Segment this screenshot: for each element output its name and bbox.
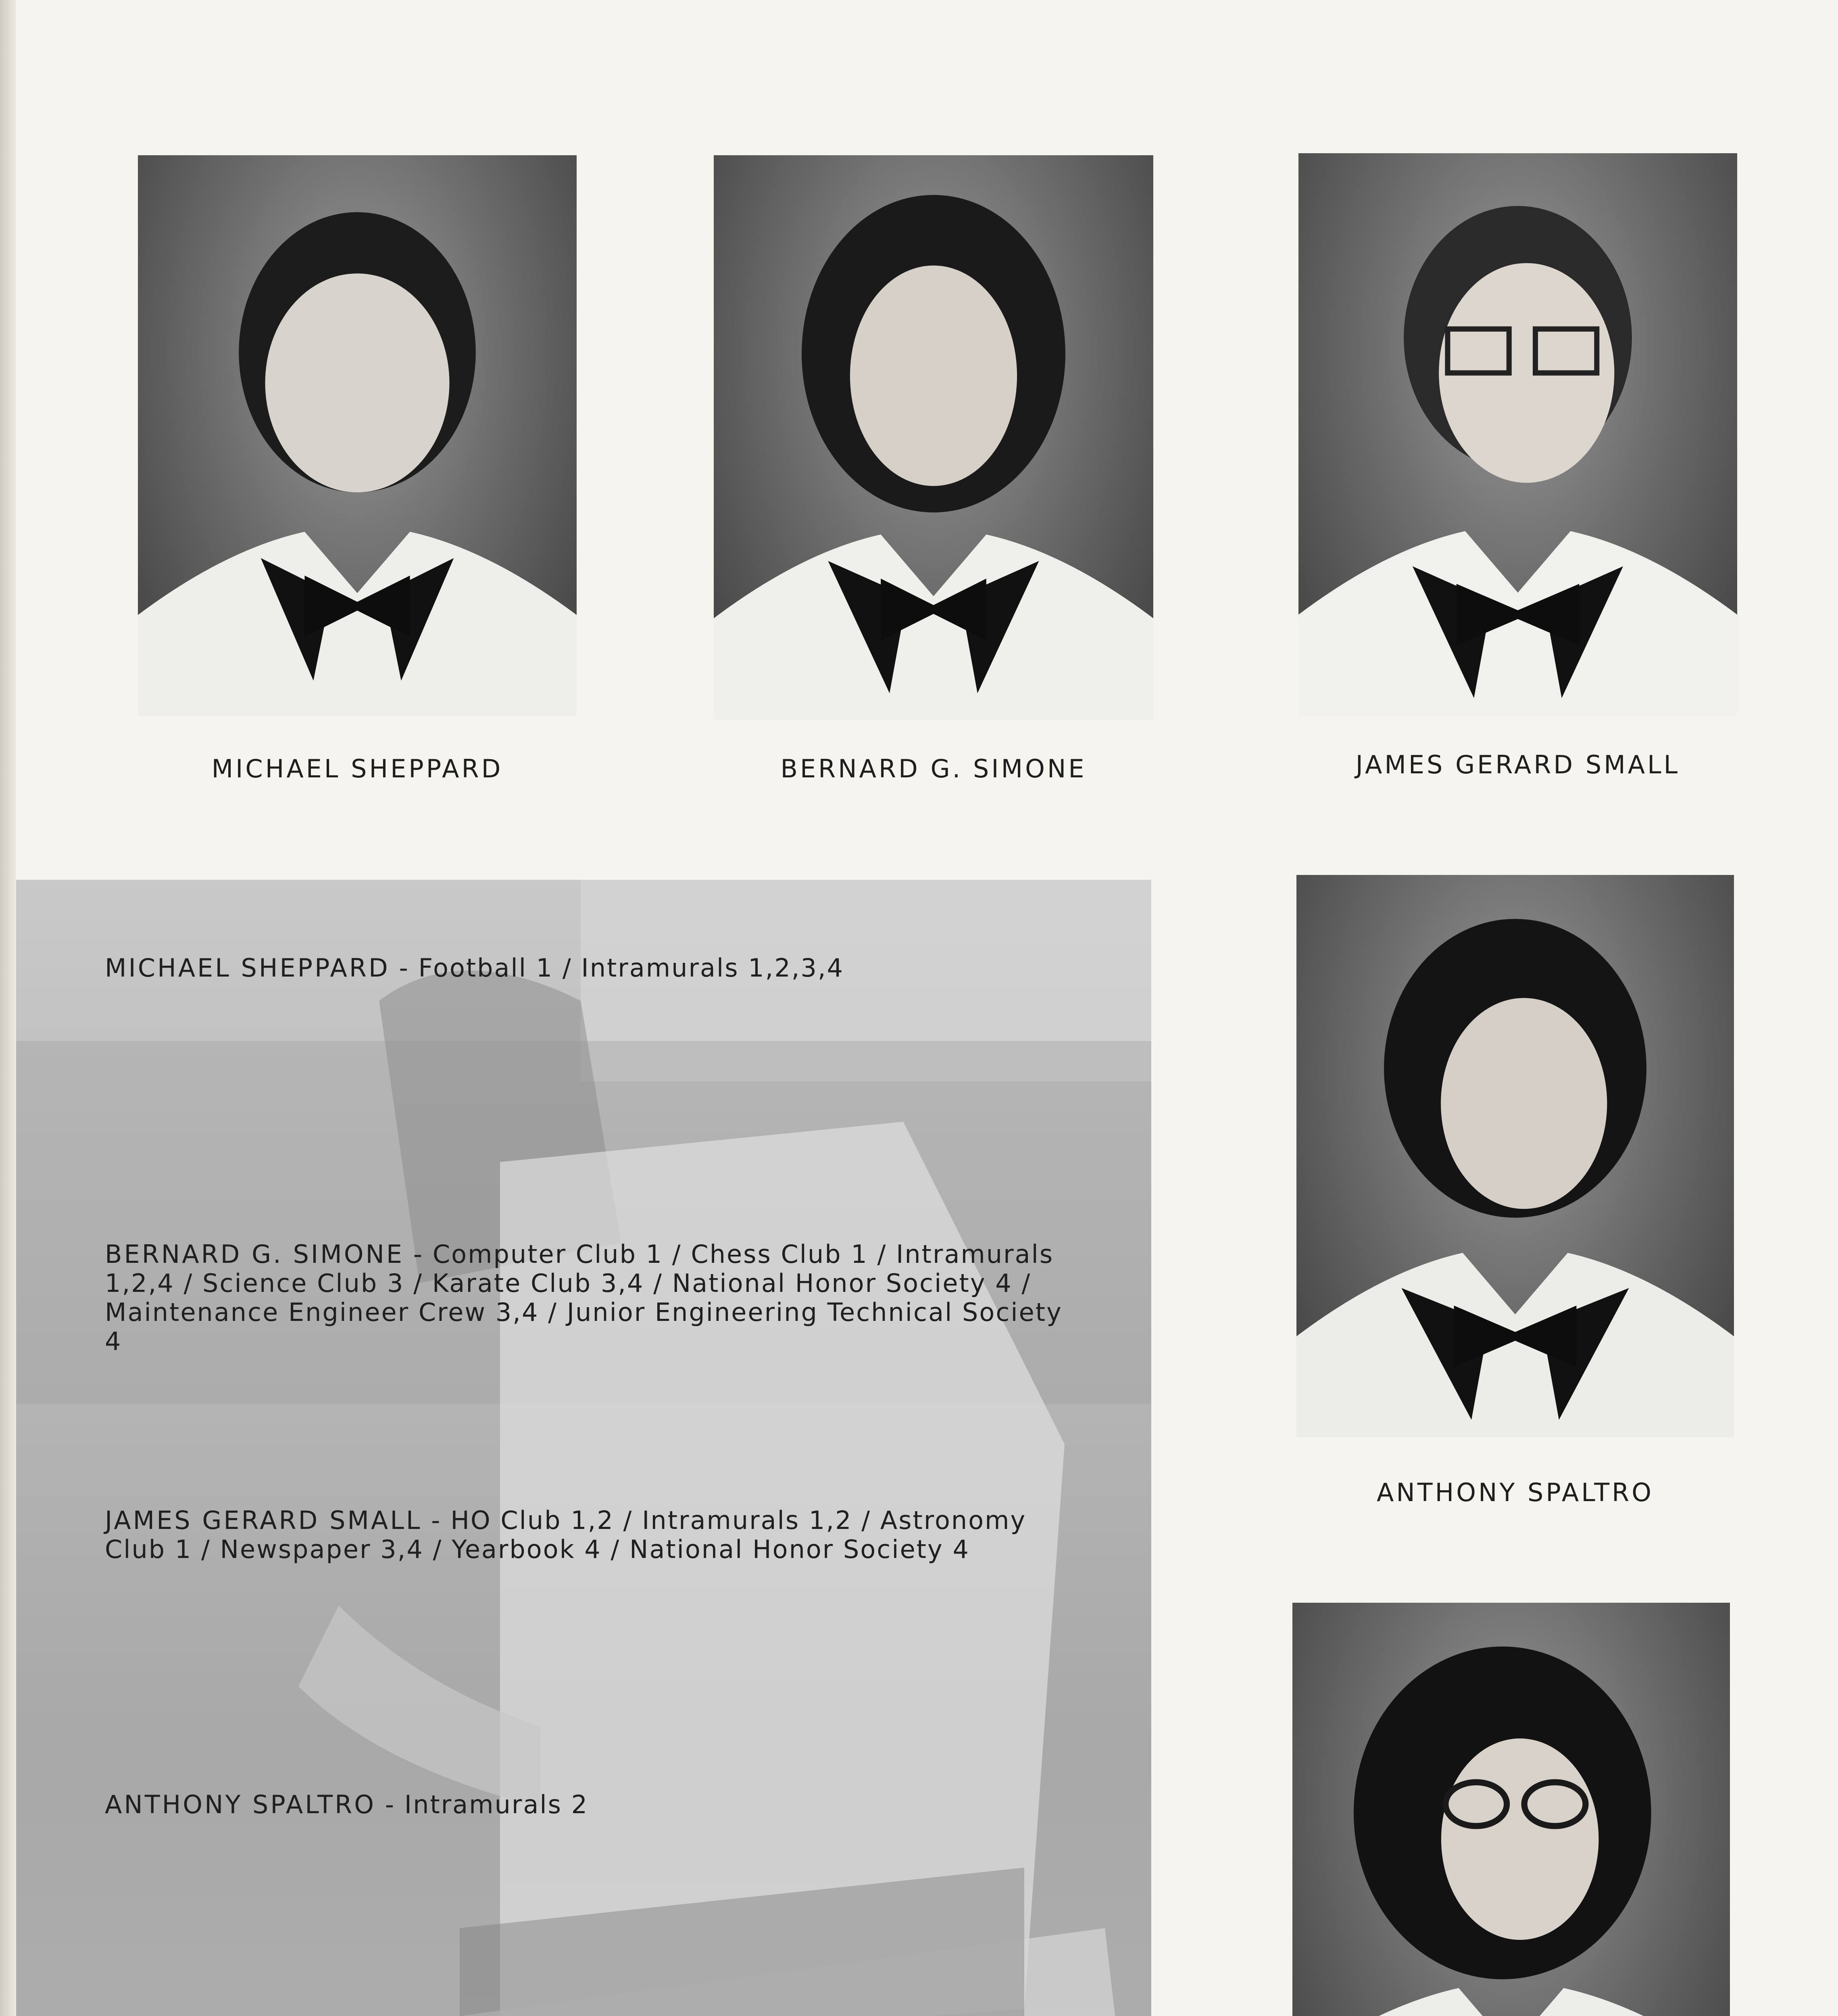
background-candid-photo	[16, 880, 1151, 2016]
page-binding-edge	[0, 0, 16, 2016]
bio-activities: HO Club 1,2 / Intramurals 1,2 / Astronomy Club 1 / Newspaper 3,4 / Yearbook 4 / National Honor Society 4	[105, 1506, 1027, 1564]
bio-name: BERNARD G. SIMONE	[105, 1239, 404, 1269]
portrait-photo-anthony-spaltro	[1296, 875, 1734, 1437]
portrait-caption-james-small: JAMES GERARD SMALL	[1355, 750, 1680, 779]
bio-name: JAMES GERARD SMALL	[105, 1506, 422, 1535]
portrait-caption-bernard-simone: BERNARD G. SIMONE	[780, 754, 1087, 783]
bio-activities: Football 1 / Intramurals 1,2,3,4	[418, 953, 844, 983]
portrait-photo-john-stawicki	[1292, 1603, 1730, 2016]
bio-separator: -	[376, 1790, 404, 1819]
bio-michael-sheppard	[105, 954, 1081, 983]
bio-separator: -	[390, 953, 419, 983]
portrait-photo-michael-sheppard	[138, 155, 577, 716]
bio-anthony-spaltro	[105, 1790, 1081, 1819]
bio-james-small	[105, 1506, 1081, 1564]
portrait-caption-anthony-spaltro: ANTHONY SPALTRO	[1377, 1478, 1654, 1507]
bio-name: MICHAEL SHEPPARD	[105, 953, 390, 983]
bio-separator: -	[422, 1506, 451, 1535]
portrait-photo-james-small	[1298, 153, 1737, 716]
bio-bernard-simone	[105, 1240, 1081, 1356]
bio-name: ANTHONY SPALTRO	[105, 1790, 376, 1819]
bio-activities: Intramurals 2	[404, 1790, 589, 1819]
bio-separator: -	[404, 1239, 433, 1269]
portrait-caption-michael-sheppard: MICHAEL SHEPPARD	[211, 754, 503, 783]
portrait-photo-bernard-simone	[714, 155, 1153, 720]
bio-activities: Computer Club 1 / Chess Club 1 / Intramurals 1,2,4 / Science Club 3 / Karate Club 3,4 / National Honor Society 4 / Maintenance Engineer Crew 3,4 / Junior Engineering Technical Society 4	[105, 1239, 1063, 1356]
